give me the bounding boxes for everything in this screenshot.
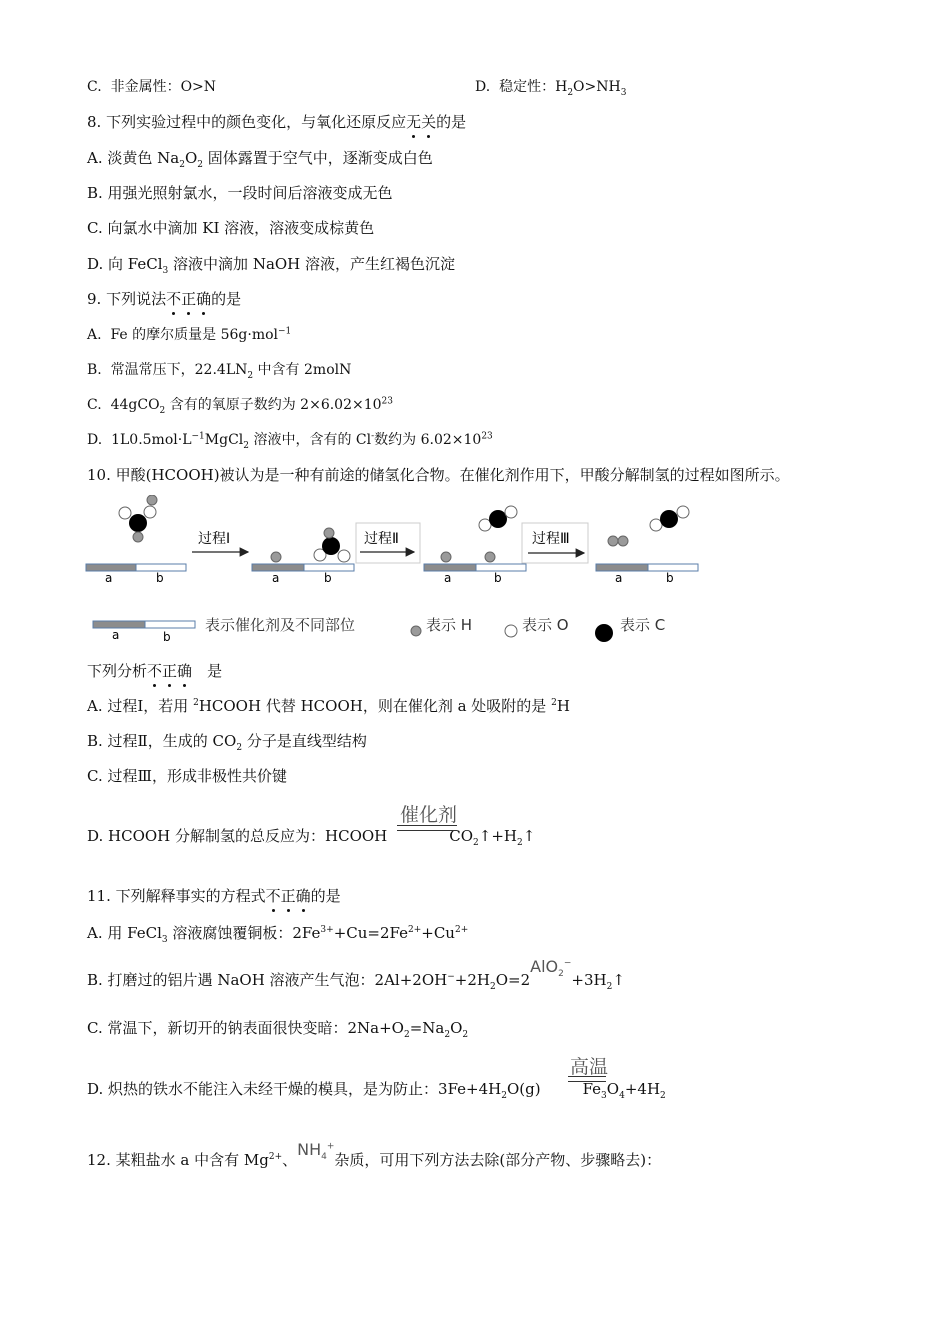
svg-text:表示 O: 表示 O <box>522 616 569 634</box>
svg-text:a: a <box>615 571 623 585</box>
svg-text:a: a <box>444 571 452 585</box>
reaction-equals-sign <box>397 825 457 831</box>
svg-text:b: b <box>324 571 332 585</box>
q7-option-d: D. 稳定性：$H_2O>NH_3$ <box>475 79 627 98</box>
svg-text:b: b <box>494 571 502 585</box>
q8-option-a: A. 淡黄色 $Na_2O_2$ 固体露置于空气中，逐渐变成白色 <box>87 149 433 170</box>
catalyst-condition-label: 催化剂 <box>400 804 458 826</box>
adsorbed-state-2 <box>441 506 517 562</box>
q9-option-c: C. 44gCO$_2$ 含有的氧原子数约为 $2\times 6.02\times 10^{23}$ <box>87 396 393 416</box>
oxygen-legend-icon <box>505 625 517 637</box>
q11-option-a: A. 用 FeCl$_3$ 溶液腐蚀覆铜板：$2Fe^{3+}+Cu=2Fe^{2+}+Cu^{2+}$ <box>87 924 469 945</box>
q9-option-d: D. $1L0.5mol\cdot L^{-1}MgCl_2$ 溶液中，含有的 Cl-数约为 $6.02\times 10^{23}$ <box>87 431 493 451</box>
q11-option-d: D. 炽热的铁水不能注入未经干燥的模具，是为防止：$3Fe+4H_2O(g)$ $Fe_3O_4+4H_2$ <box>87 1080 666 1101</box>
adsorbed-state-1 <box>271 528 350 562</box>
q8-option-b: B. 用强光照射氯水，一段时间后溶液变成无色 <box>87 184 393 202</box>
q9-option-a: A. Fe 的摩尔质量是 56g·mol$^{-1}$ <box>87 326 292 343</box>
q9-option-b: B. 常温常压下，$22.4LN_2$ 中含有 2molN <box>87 362 352 381</box>
q8-stem: 8. 下列实验过程中的颜色变化，与氧化还原反应无关的是 <box>87 113 467 131</box>
final-state <box>608 506 689 546</box>
ammonium-ion: $NH_4^+$ <box>297 1140 335 1163</box>
svg-text:b: b <box>666 571 674 585</box>
carbon-legend-icon <box>595 624 613 642</box>
svg-text:b: b <box>156 571 164 585</box>
q9-stem: 9. 下列说法不正确的是 <box>87 290 242 308</box>
reaction-equals-sign-2 <box>568 1076 606 1082</box>
oxygen-atom-icon <box>144 506 156 518</box>
svg-text:a: a <box>105 571 113 585</box>
hydrogen-legend-icon <box>411 626 421 636</box>
q10-option-a: A. 过程Ⅰ，若用 $^2$HCOOH 代替 HCOOH，则在催化剂 a 处吸附的是 $^2$H <box>87 697 570 715</box>
oxygen-atom-icon <box>119 507 131 519</box>
carbon-atom-icon <box>129 514 147 532</box>
hydrogen-atom-icon <box>133 532 143 542</box>
process-3-arrow <box>522 523 588 563</box>
svg-text:表示催化剂及不同部位: 表示催化剂及不同部位 <box>205 616 356 634</box>
q10-option-c: C. 过程Ⅲ，形成非极性共价键 <box>87 767 287 785</box>
svg-text:a: a <box>112 628 120 642</box>
svg-text:表示 C: 表示 C <box>620 616 666 634</box>
svg-text:b: b <box>163 630 171 644</box>
q10-option-d: D. HCOOH 分解制氢的总反应为：HCOOH $CO_2↑+H_2↑$ <box>87 827 536 848</box>
high-temperature-condition-label: 高温 <box>570 1056 609 1078</box>
q8-option-c: C. 向氯水中滴加 KI 溶液，溶液变成棕黄色 <box>87 219 375 237</box>
q7-option-c: C. 非金属性：O>N <box>87 79 217 95</box>
hcooh-molecule <box>119 495 157 542</box>
q10-stem: 10. 甲酸(HCOOH)被认为是一种有前途的储氢化合物。在催化剂作用下，甲酸分解制氢的过程如图所示。 <box>87 466 790 484</box>
svg-text:过程Ⅲ: 过程Ⅲ <box>532 531 570 547</box>
svg-text:a: a <box>272 571 280 585</box>
catalyst-bar-1 <box>86 564 186 585</box>
process-2-arrow <box>356 523 420 563</box>
q11-option-c: C. 常温下，新切开的钠表面很快变暗：$2Na+O_2=Na_2O_2$ <box>87 1019 469 1040</box>
q11-option-b: B. 打磨过的铝片遇 NaOH 溶液产生气泡：$2Al+2OH^-+2H_2O=2AlO_2^-+3H_2↑$ <box>87 957 625 992</box>
svg-text:过程Ⅰ: 过程Ⅰ <box>198 531 231 547</box>
formic-acid-process-figure <box>80 495 720 645</box>
q10-option-b: B. 过程Ⅱ，生成的 $CO_2$ 分子是直线型结构 <box>87 732 367 753</box>
catalyst-bar-3 <box>424 564 526 585</box>
svg-text:表示 H: 表示 H <box>426 616 473 634</box>
hydrogen-atom-icon <box>147 495 157 505</box>
figure-legend <box>93 616 665 644</box>
svg-text:过程Ⅱ: 过程Ⅱ <box>364 531 399 547</box>
aluminate-ion: AlO$_2$− <box>530 957 572 980</box>
q8-option-d: D. 向 FeCl$_3$ 溶液中滴加 NaOH 溶液，产生红褐色沉淀 <box>87 255 456 276</box>
process-1-arrow <box>192 531 248 552</box>
catalyst-bar-2 <box>252 564 354 585</box>
catalyst-bar-4 <box>596 564 698 585</box>
q12-stem: 12. 某粗盐水 a 中含有 $Mg^{2+}$、$NH_4^+$杂质，可用下列方法去除(部分产物、步骤略去)： <box>87 1140 662 1169</box>
q10-sub-stem: 下列分析不正确 是 <box>87 662 223 680</box>
q11-stem: 11. 下列解释事实的方程式不正确的是 <box>87 887 341 905</box>
